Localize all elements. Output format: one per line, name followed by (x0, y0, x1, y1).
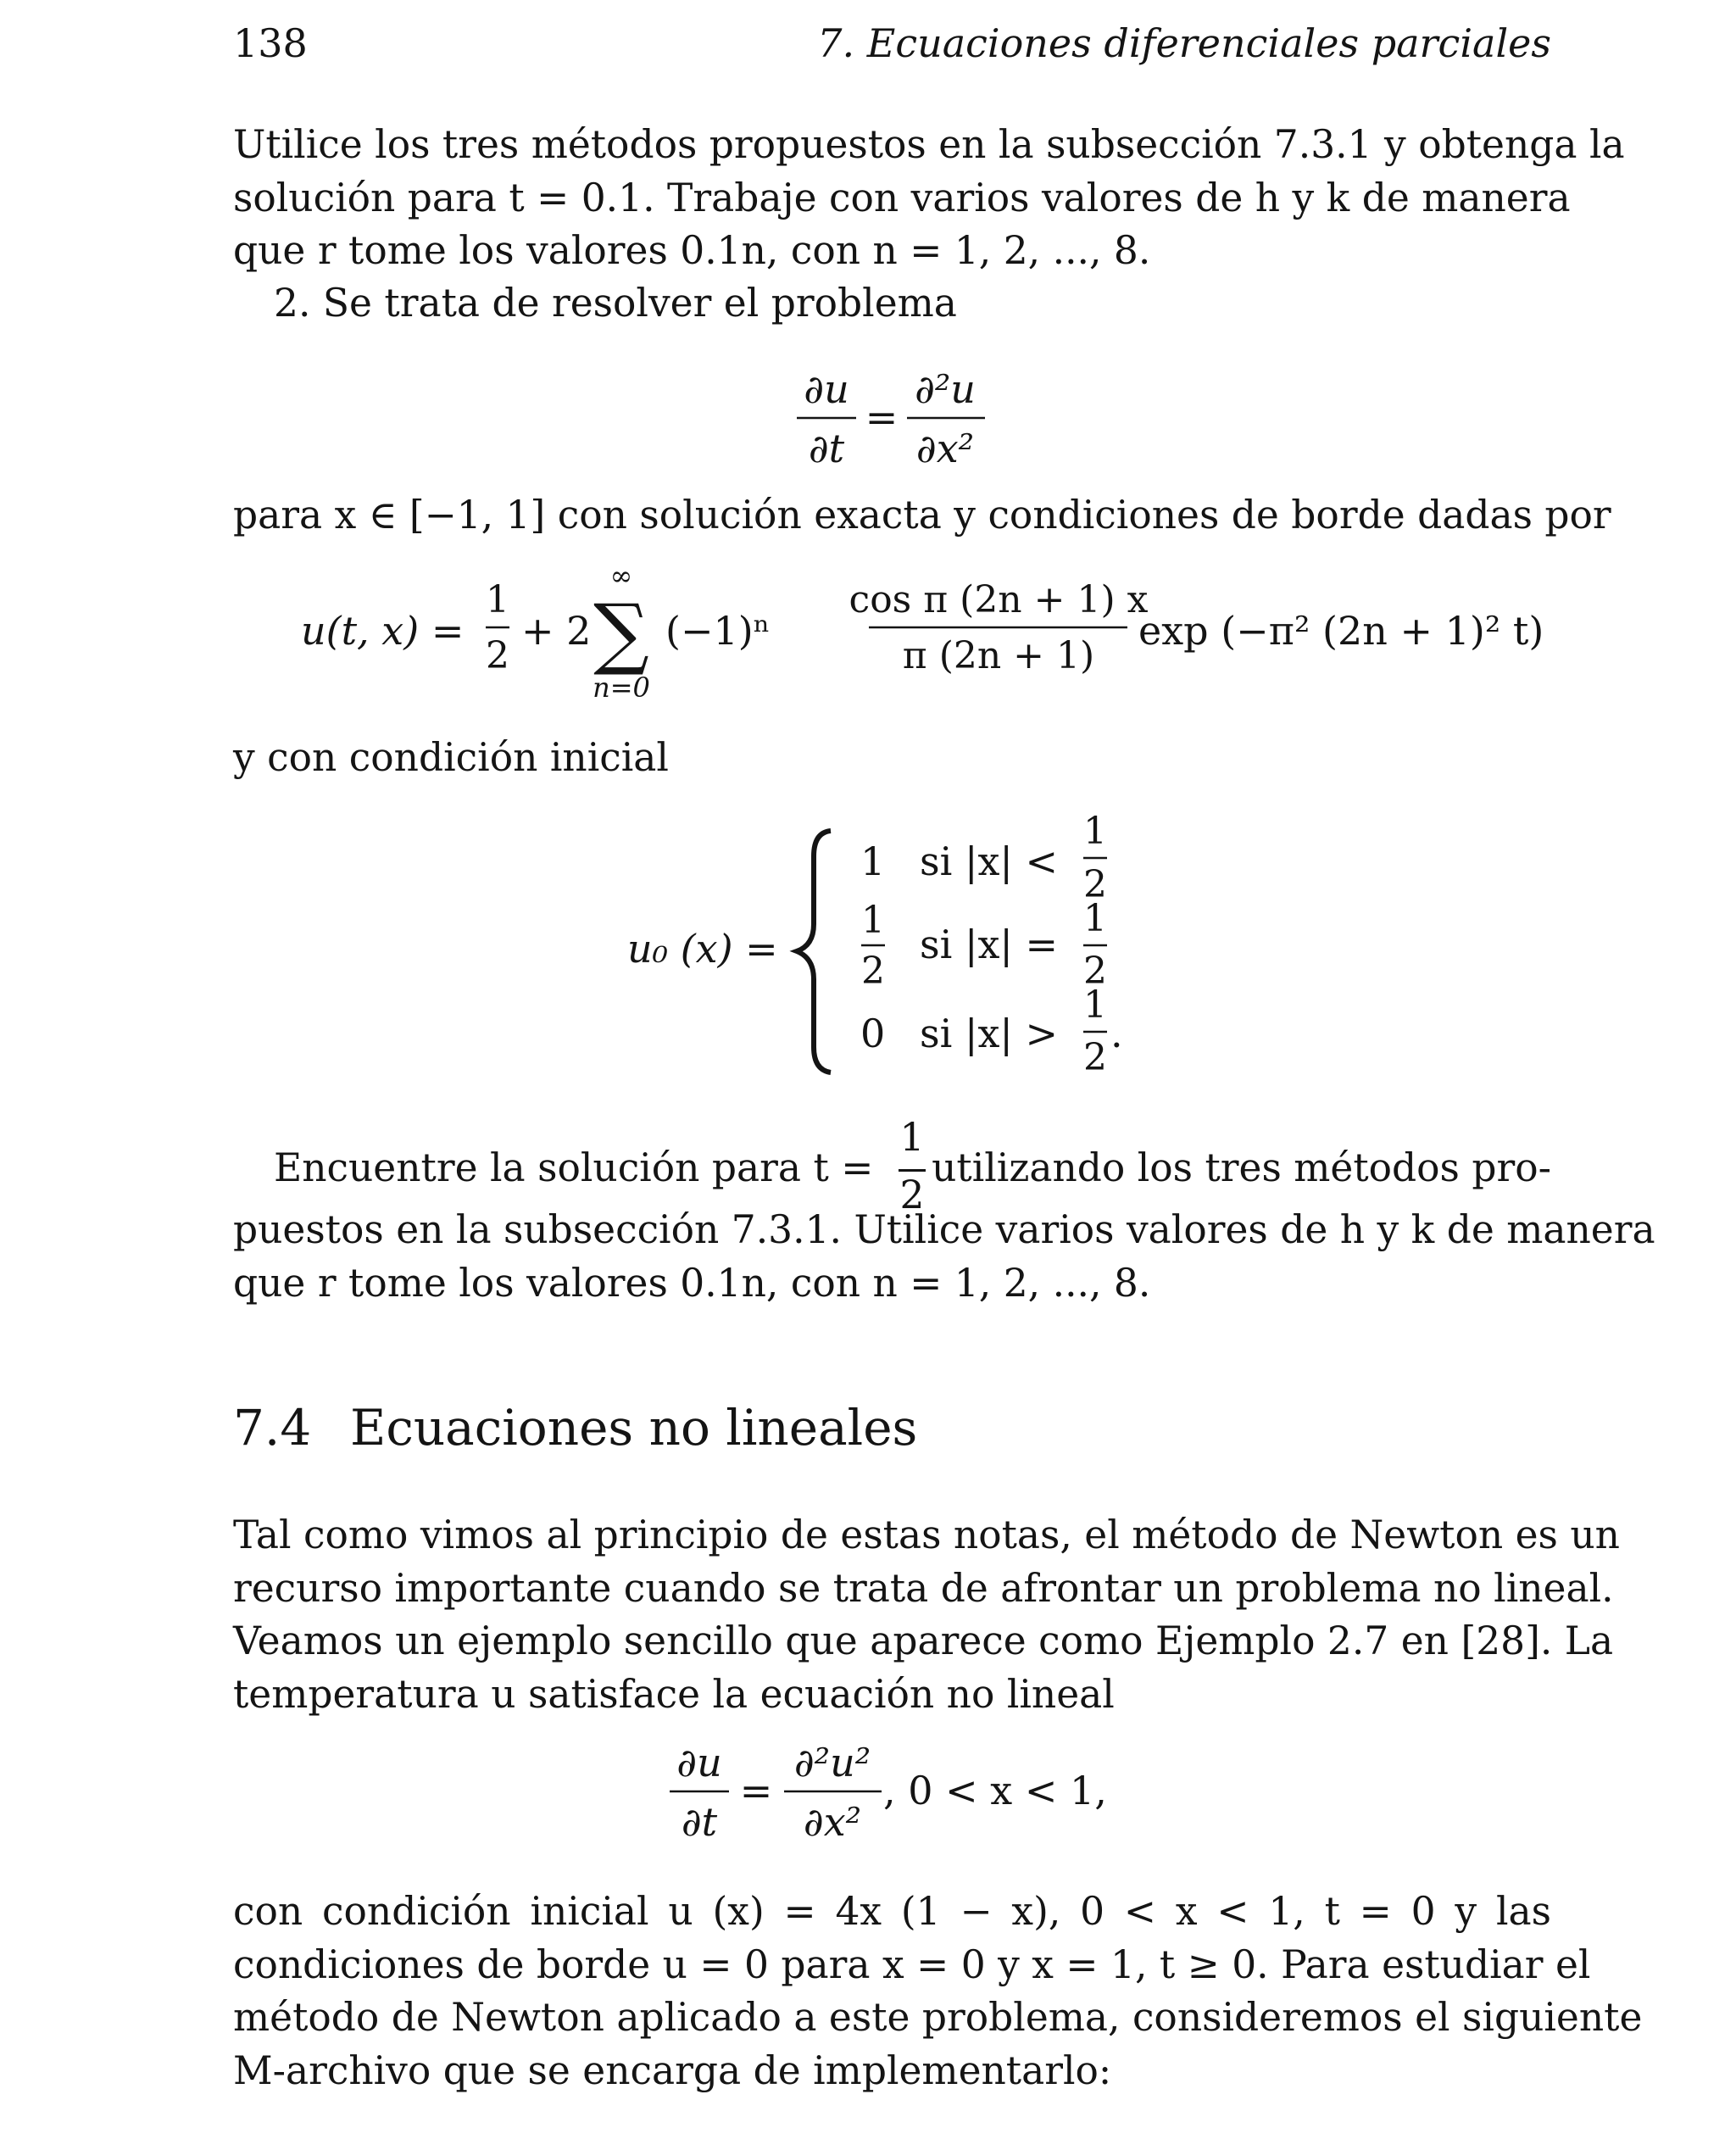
case-3-frac-num: 1 (1083, 983, 1107, 1027)
eq-nl-lhs-num: ∂u (676, 1740, 722, 1785)
eq-nl-rhs-num: ∂²u² (793, 1740, 871, 1785)
sum-symbol: ∑ (593, 588, 649, 678)
domain-line (233, 489, 1611, 543)
fraction-bar (899, 1169, 926, 1172)
exp-term: exp (−π² (2n + 1)² t) (1138, 608, 1544, 654)
case-2-condition: si |x| = (920, 922, 1059, 967)
eq-heat-rhs-num: ∂²u (915, 366, 976, 412)
chapter-title: 7. Ecuaciones diferenciales parciales (817, 20, 1551, 66)
case-1-frac-num: 1 (1083, 810, 1107, 853)
half-den: 2 (486, 634, 509, 677)
eq-heat-lhs-den: ∂t (808, 426, 845, 471)
case-2-frac-num: 1 (1083, 897, 1107, 940)
eq-nl-lhs-den: ∂t (681, 1799, 718, 1845)
paragraph-line: temperatura u satisface la ecuación no lineal (233, 1671, 1115, 1717)
case-3-condition: si |x| > (920, 1011, 1059, 1056)
eq-nl-rhs-den: ∂x² (803, 1799, 862, 1845)
paragraph-line: Utilice los tres métodos propuestos en la subsección 7.3.1 y obtenga la (233, 122, 1625, 167)
case-3-trailing-period: . (1110, 1011, 1123, 1056)
paragraph-line: y con condición inicial (233, 735, 669, 780)
paragraph-line: Veamos un ejemplo sencillo que aparece como Ejemplo 2.7 en [28]. La (233, 1618, 1614, 1663)
paragraph-line: que r tome los valores 0.1n, con n = 1, 2, ..., 8. (233, 228, 1151, 273)
sum-upper-limit: ∞ (609, 560, 633, 592)
eq-heat-lhs-num: ∂u (804, 366, 849, 412)
paragraph-2-rest (233, 1204, 1655, 1310)
section-title: Ecuaciones no lineales (350, 1399, 918, 1457)
paragraph-line: método de Newton aplicado a este problema, consideremos el siguiente (233, 1995, 1643, 2040)
para2-frac-num: 1 (899, 1115, 925, 1160)
case-3-value: 0 (860, 1011, 886, 1056)
eq-heat-equals: = (865, 394, 899, 440)
left-brace (797, 831, 831, 1072)
paragraph-line: 2. Se trata de resolver el problema (274, 281, 957, 326)
paragraph-line: para x ∈ [−1, 1] con solución exacta y condiciones de borde dadas por (233, 493, 1611, 538)
equation-heat (763, 356, 1000, 483)
paragraph-line: que r tome los valores 0.1n, con n = 1, 2, ..., 8. (233, 1260, 1151, 1306)
eq-nl-equals: = (739, 1768, 773, 1813)
section-number: 7.4 (233, 1399, 312, 1457)
para2-frac-den: 2 (899, 1173, 925, 1217)
case-1-condition: si |x| < (920, 838, 1059, 884)
initial-condition-line (233, 732, 1551, 785)
paragraph-4 (233, 1886, 1643, 2097)
eq-heat-rhs-den: ∂x² (915, 426, 975, 471)
sum-lower-limit: n=0 (593, 671, 650, 704)
paragraph-line: condiciones de borde u = 0 para x = 0 y x = 1, t ≥ 0. Para estudiar el (233, 1941, 1591, 1987)
paragraph-1 (233, 119, 1625, 278)
paragraph-3 (233, 1509, 1620, 1721)
paragraph-2-text-a: Encuentre la solución para t = (274, 1145, 874, 1190)
paragraph-2-line-1 (274, 1115, 1551, 1217)
page-number: 138 (233, 20, 308, 66)
eq-initial-lhs: u₀ (x) = (627, 926, 778, 972)
paragraph-line: puestos en la subsección 7.3.1. Utilice varios valores de h y k de manera (233, 1207, 1655, 1252)
case-2-value-den: 2 (861, 950, 885, 993)
case-1-frac-den: 2 (1083, 863, 1107, 906)
half-num: 1 (486, 578, 509, 621)
equation-initial-condition (627, 805, 1170, 1094)
case-3-frac-den: 2 (1083, 1036, 1107, 1079)
case-2-frac-den: 2 (1083, 950, 1107, 993)
exercise-2-intro (274, 277, 1545, 331)
exact-frac-num: cos π (2n + 1) x (849, 578, 1149, 621)
case-1-value: 1 (860, 838, 886, 884)
sign-term: (−1)ⁿ (665, 608, 771, 654)
paragraph-line: solución para t = 0.1. Trabaje con varios valores de h y k de manera (233, 175, 1571, 220)
equation-nonlinear (644, 1730, 1153, 1857)
paragraph-line: M-archivo que se encarga de implementarlo: (233, 2047, 1112, 2093)
paragraph-2-text-b: utilizando los tres métodos pro- (932, 1145, 1551, 1190)
plus-two: + 2 (521, 608, 592, 654)
paragraph-line: recurso importante cuando se trata de afrontar un problema no lineal. (233, 1565, 1614, 1611)
equation-exact-solution (301, 560, 1544, 716)
paragraph-line: Tal como vimos al principio de estas notas, el método de Newton es un (233, 1512, 1620, 1557)
eq-nl-domain: , 0 < x < 1, (883, 1768, 1107, 1813)
exact-frac-den: π (2n + 1) (902, 634, 1095, 677)
paragraph-line: con condición inicial u (x) = 4x (1 − x), 0 < x < 1, t = 0 y las (233, 1889, 1551, 1934)
case-2-value-num: 1 (861, 899, 885, 942)
eq-exact-lhs: u(t, x) = (301, 608, 465, 654)
